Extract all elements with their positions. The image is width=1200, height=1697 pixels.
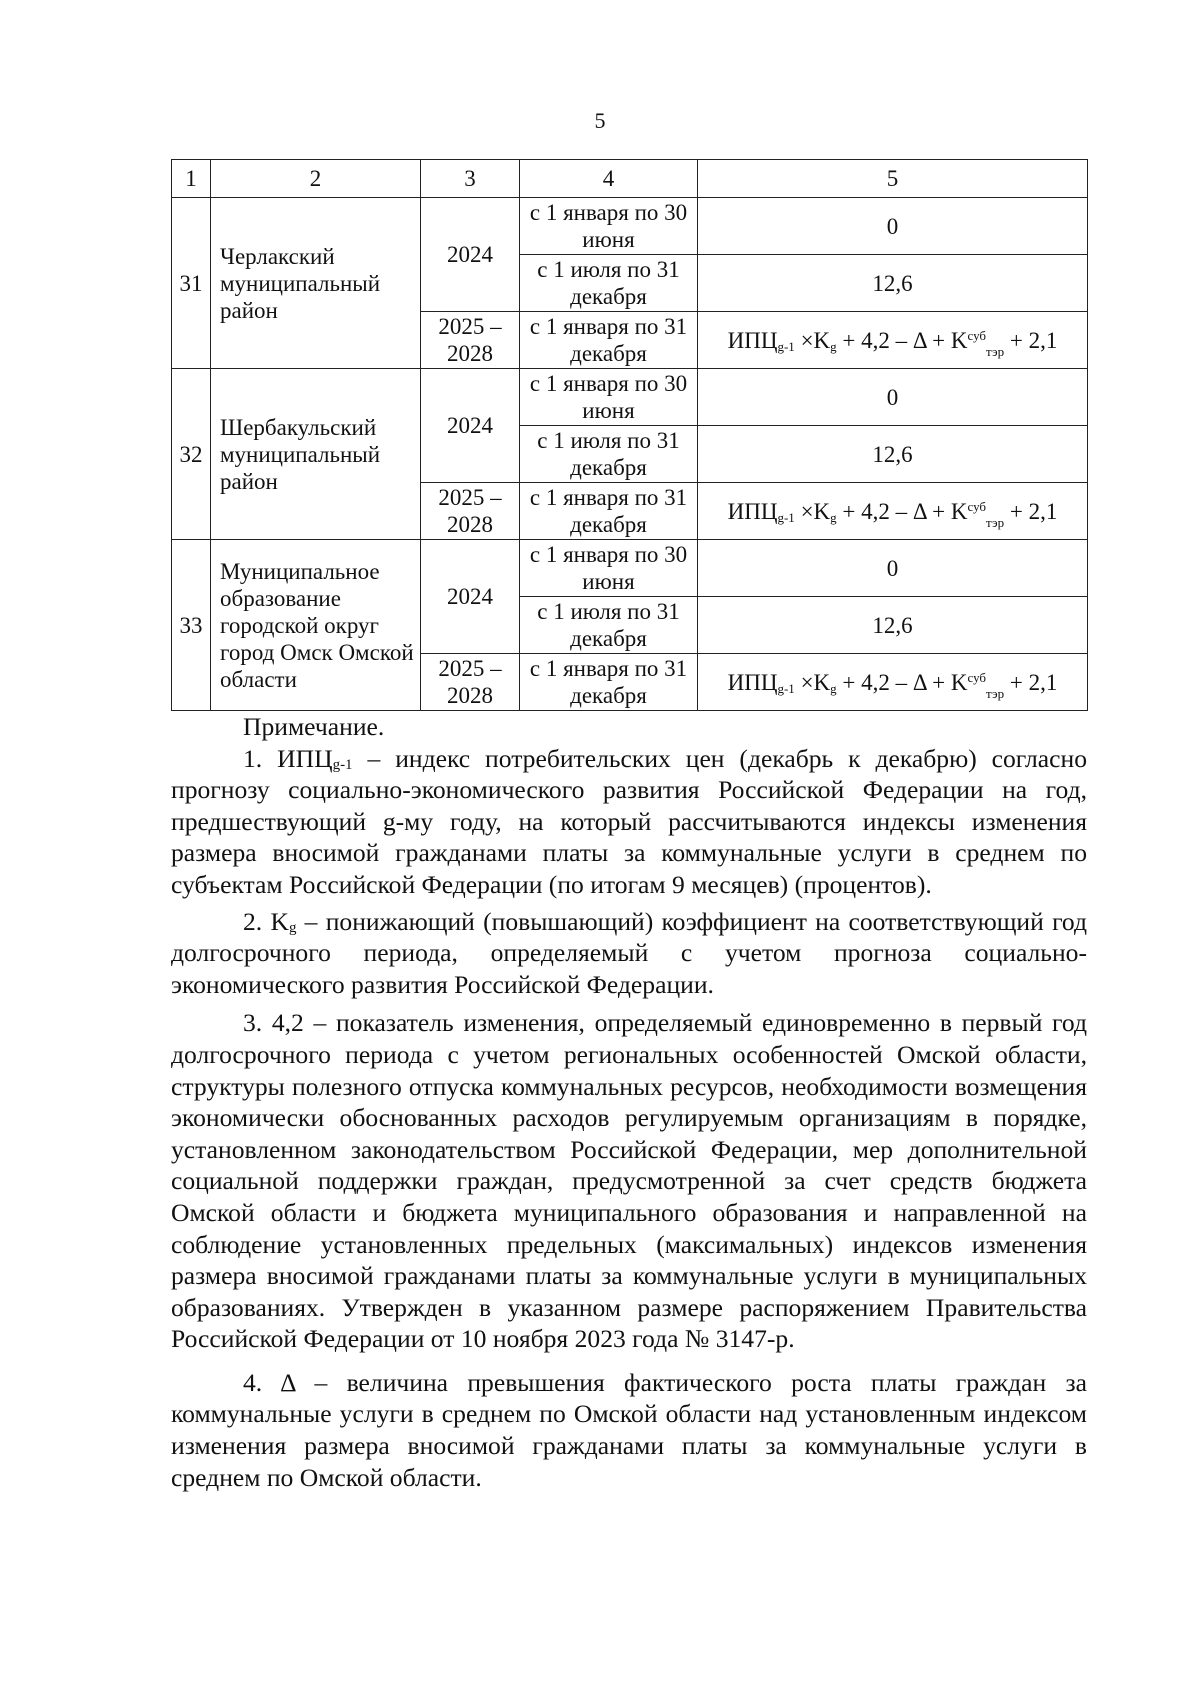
value-cell: 12,6 <box>698 426 1088 483</box>
row-number: 31 <box>172 198 211 369</box>
note-3: 3. 4,2 – показатель изменения, определяемый единовременно в первый год долгосрочного периода с учетом региональных особенностей Омской области, структуры полезного отпуска коммунальных ресурсов, необходимости возмещения экономически обоснованных расходов регулируемым организациям в порядке, установленном законодательством Российской Федерации, мер дополнительной социальной поддержки граждан, предусмотренной за счет средств бюджета Омской области и бюджета муниципального образования и направленной на соблюдение установленных предельных (максимальных) индексов изменения размера вносимой гражданами платы за коммунальные услуги в муниципальных образованиях. Утвержден в указанном размере распоряжением Правительства Российской Федерации от 10 ноября 2023 года № 3147-р. <box>171 1008 1087 1354</box>
value-cell: 0 <box>698 369 1088 426</box>
value-cell: 12,6 <box>698 255 1088 312</box>
page-number: 5 <box>594 108 606 133</box>
municipality-name: Шербакульский муниципальный район <box>211 369 421 540</box>
period-cell: с 1 января по 30 июня <box>520 369 698 426</box>
period-cell: с 1 января по 31 декабря <box>520 312 698 369</box>
period-cell: с 1 января по 30 июня <box>520 540 698 597</box>
note-2: 2. Kg – понижающий (повышающий) коэффициент на соответствующий год долгосрочного периода, определяемый с учетом прогноза социально-экономического развития Российской Федерации. <box>171 906 1088 999</box>
period-cell: с 1 июля по 31 декабря <box>520 426 698 483</box>
year-cell: 2024 <box>421 369 520 483</box>
table-row <box>172 198 1088 255</box>
period-cell: с 1 января по 30 июня <box>520 198 698 255</box>
value-cell: 12,6 <box>698 597 1088 654</box>
formula-cell: $ИПЦ_{g-1} \times K_g + 4,2 - \Delta + K^{суб}_{тэр} + 2,1$ <box>698 483 1088 540</box>
notes-title: Примечание. <box>243 712 385 741</box>
period-cell: с 1 января по 31 декабря <box>520 654 698 711</box>
tariff-index-table <box>171 159 1088 711</box>
table-row <box>172 369 1088 426</box>
header-cell: 3 <box>421 160 520 198</box>
header-cell: 1 <box>172 160 211 198</box>
header-cell: 2 <box>211 160 421 198</box>
municipality-name: Черлакский муниципальный район <box>211 198 421 369</box>
year-cell: 2025 – 2028 <box>421 483 520 540</box>
period-cell: с 1 июля по 31 декабря <box>520 255 698 312</box>
note-4: 4. Δ – величина превышения фактического роста платы граждан за коммунальные услуги в среднем по Омской области над установленным индексом изменения размера вносимой гражданами платы за коммунальные услуги в среднем по Омской области. <box>171 1367 1087 1492</box>
period-cell: с 1 января по 31 декабря <box>520 483 698 540</box>
table-header-row <box>172 160 1088 198</box>
municipality-name: Муниципальное образование городской округ город Омск Омской области <box>211 540 421 711</box>
note-1: 1. ИПЦg-1 – индекс потребительских цен (декабрь к декабрю) согласно прогнозу социально-экономического развития Российской Федерации на год, предшествующий g-му году, на который рассчитываются индексы изменения размера вносимой гражданами платы за коммунальные услуги в среднем по субъектам Российской Федерации (по итогам 9 месяцев) (процентов). <box>171 743 1087 899</box>
value-cell: 0 <box>698 540 1088 597</box>
formula-cell: $ИПЦ_{g-1} \times K_g + 4,2 - \Delta + K^{суб}_{тэр} + 2,1$ <box>698 312 1088 369</box>
notes-section <box>171 711 1087 1493</box>
table-row <box>172 540 1088 597</box>
row-number: 33 <box>172 540 211 711</box>
period-cell: с 1 июля по 31 декабря <box>520 597 698 654</box>
formula-cell: $ИПЦ_{g-1} \times K_g + 4,2 - \Delta + K^{суб}_{тэр} + 2,1$ <box>698 654 1088 711</box>
year-cell: 2025 – 2028 <box>421 312 520 369</box>
value-cell: 0 <box>698 198 1088 255</box>
header-cell: 5 <box>698 160 1088 198</box>
year-cell: 2025 – 2028 <box>421 654 520 711</box>
year-cell: 2024 <box>421 540 520 654</box>
year-cell: 2024 <box>421 198 520 312</box>
header-cell: 4 <box>520 160 698 198</box>
row-number: 32 <box>172 369 211 540</box>
